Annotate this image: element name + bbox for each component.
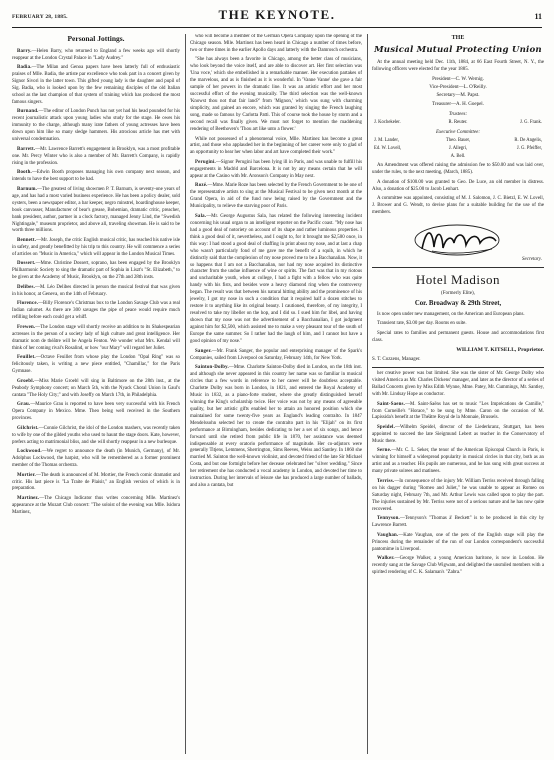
exec-row — [372, 138, 544, 145]
article-text: —Mr. Joseph, the critic English musical critic, has reached his native isle in safety, and greatly benefitted by his trip to this country. He will commence a series of articles on "Music in America," which will appear in the London Musical Times. — [12, 238, 180, 257]
article-name: Dossert. — [17, 261, 36, 267]
article-paragraph — [12, 496, 180, 517]
article-paragraph — [12, 355, 180, 376]
column-rule — [185, 34, 186, 754]
middle-list — [190, 34, 362, 490]
exec-row — [372, 146, 544, 153]
article-paragraph — [12, 325, 180, 353]
article-paragraph — [372, 533, 544, 554]
article-text: —The greatest of living showmen P. T. Barnum, is seventy-one years of age, and has had a most varied business experience. He has been a policy dealer, sold oysters, been a newspaper editor, a bar keeper, negro minstrel, boardinghouse keeper, book canvasser, Manufacturer of bear's grease, Bohemian, dramatic critic, preacher, bank president, author, partner in a clock factory, managed Jenny Lind, the "Swedish Nightingale," museum proprietor, and above all, traveling showman. He is said to be worth three millions. — [12, 186, 180, 234]
hotel-address: Cor. Broadway & 29th Street, — [414, 299, 502, 307]
article-name: Speidel. — [377, 425, 396, 430]
article-name: Terriss. — [377, 478, 395, 484]
article-paragraph — [12, 449, 180, 470]
article-paragraph — [190, 214, 362, 346]
article-text: who will become a member of the German Opera Company upon the opening of the Chicago season. Mlle. Martinez has been heard in Chicago a number of times before, two or three times in the earlier Apollo days and latterly with the Damrosch orchestra. — [190, 34, 362, 53]
article-text: —Helen Barry, who returned to England a few weeks ago will shortly reappear at the London Crystal Palace in "Lady Audrey." — [12, 48, 180, 61]
article-paragraph — [372, 371, 544, 399]
hotel-advertisement — [372, 271, 544, 363]
article-name: Grau. — [17, 402, 31, 408]
article-text: —Mme. Christine Dossert, soprano, has been engaged by the Brooklyn Philharmonic Society to sing the dramatic part of Sophia in Liszt's "St. Elizabeth," to be given at the Academy of Music, Brooklyn, on the 27th and 28th insts. — [12, 261, 180, 281]
exec-name: J. Allegri, — [448, 146, 468, 152]
article-text: —Connie Gilchrist, the idol of the London mashers, was recently taken to wife by one of the gilded youths who used to haunt the stage doors. Kate, however, prefers acting to matrimonial bliss, and she will shortly reappear in a new burlesque. — [12, 425, 180, 445]
article-text: —George Walker, a young American baritone, is now in London. He recently sang at the Savage Club Wigwam, and delighted the unsmiled members with a spirited rendering of C. K. Salaman's "Zabra." — [372, 556, 544, 576]
article-text: —The London stage will shortly receive an addition to its Shakespearian actresses in the person of a society lady of high culture and great intelligence. Her dramatic nom de théâtre will be Angela Fenton. We wonder what Mrs. Kendal will think of her coming rival's Rosalind, or how "our Mary" will regard her Juliet. — [12, 324, 180, 351]
article-paragraph — [12, 261, 180, 282]
article-paragraph — [12, 285, 180, 299]
article-text: "She has always been a favorite in Chicago, among the better class of musicians, who look beyond the voice itself, and are able to discover art. Her first selection was 'Una voce,' which she embellished in a remarkable manner. Her execution partakes of the marvelous, and as is finished as it is wonderful. In 'Vanne Vanne' she gave a fair sample of her powers in the dramatic line. It was an artistic effort and her most successful effort of the evening musically. The third selection was the well-known 'Knowst thou not that fair land?' from 'Mignon,' which was sung with charming simplicity, and gained an encore, which was granted by singing the French laughing song, made so famous by Carlotta Patti. This of course took the house by storm and a second recall was finally given. We must not forget to mention the maddening rendering of Beethoven's 'Thou art like unto a flower.' — [190, 57, 362, 132]
article-name: Delibes. — [17, 284, 36, 290]
article-name: Gilchrist. — [17, 425, 39, 431]
section-title: Personal Jottings. — [67, 34, 125, 43]
article-text: —M. Saint-Saëns has set to music "Les Imprécations de Camille," from Corneille's "Horace," to be sung by Mme. Caron on the occasion of M. Lapissida's benefit at the Théâtre Royal de la Monnaie, Brussels. — [372, 401, 544, 421]
hotel-line: Special rates to families and permanent guests. House and accommodations first class. — [372, 330, 544, 343]
article-text: —The editor of London Punch has not yet had his head pounded for his recent journalistic attack upon young ladies who study for the stage. He owes his immunity to the charge, although many irate fathers of young actresses have been down upon him like so many sledge hammers. His atrocious article has met with universal condemnation. — [12, 109, 180, 143]
article-name: Booth. — [17, 170, 32, 176]
article-text: While not possessed of a phenomenal voice, Mlle. Martinez has become a great artist, and those who applauded her in the beginning of her career were only to glad of an opportunity to hear her when labor and art have completed their work." — [190, 136, 362, 156]
hotel-proprietor: WILLIAM T. KITSELL, Proprietor. — [456, 347, 544, 354]
article-name: Burnand. — [17, 109, 39, 115]
hotel-line: Is now open under new management, on the American and European plans. — [377, 311, 525, 317]
article-paragraph — [12, 109, 180, 144]
article-text: —Mme. Charlotte Sainton-Dolby died in London, on the 18th inst. and although she never appeared in this country her name was so familiar in musical circles that a few words in reference to her career will be doubtless acceptable. Charlotte Dolby was born in London, in 1821, and entered the Royal Academy of Music in 1832, as a piano-forte student, where she greatly distinguished herself winning the King's scholarship twice. Her voice was not by any means of agreeable quality, but her artistic gifts enabled her to attain an honored position which she maintained for some twenty-five years as England's leading contralto. In 1847 Mendelssohn selected her to create the contralto part in his "Elijah" on its first performance at Birmingham, besides dedicating to her a set of six songs, and hence forward until she retired from public life in 1870, her assistance was deemed indispensable at every oratorio performance of magnitude. Her co-adjutors were generally Titjens, Lemmens, Sherrington, Sims Reeves, Weiss and Santley. In 1860 she married M. Sainton the well-known violinist, and devoted friend of the late Sir Michael Costa, and but one fortnight before her decease celebrated her "silver wedding." Since her retirement she has conducted a vocal academy in London, and devoted her time to instruction. During her intervals of leisure she has produced a large number of ballads, and also a cantata, but — [190, 365, 362, 489]
page-header — [12, 6, 542, 28]
article-text: —Octave Feuillet from whose play the London "Opal Ring" was so felicitously taken, is writing a new piece entitled, "Chamillac," for the Paris Gymnase. — [12, 355, 180, 375]
article-name: Groebl. — [17, 378, 35, 384]
article-paragraph — [372, 425, 544, 446]
article-name: Sala. — [195, 213, 207, 219]
right-list — [372, 371, 544, 577]
article-paragraph — [190, 183, 362, 211]
trustee-name: J. G. Frank. — [519, 119, 542, 125]
article-name: Martinez. — [17, 496, 40, 502]
column-middle — [190, 34, 362, 756]
section-divider — [372, 267, 544, 268]
article-text: —Miss Marie Groebl will sing in Baltimore on the 28th inst., at the Peabody Symphony concert; on March 5th, with the Nyack Choral Union in Gaul's cantata "The Holy City;" and with Joseffy on March 17th, in Philadelphia. — [12, 378, 180, 398]
trustee-name: J. Kochekeler. — [374, 119, 401, 125]
article-name: Sanger. — [195, 348, 212, 354]
article-name: Saint-Saens. — [377, 401, 406, 407]
trustees-label: Trustees: — [448, 111, 468, 117]
article-paragraph — [12, 147, 180, 168]
article-text: —Mme. Marie Roze has been selected by the French Government to be one of the representative artists to sing at the Musical Festival to be given next month at the Grand Opera, in aid of the fund now being raised by the Government and the Municipality, to relieve the starving poor of Paris. — [190, 183, 362, 210]
article-paragraph — [190, 57, 362, 133]
article-text: —In consequence of the injury Mr. William Terriss received through falling on his dagger during "Romeo and Juliet," he was unable to appear as Romeo on Saturday night, February 7th, and Mr. Arthur Lewis was called upon to play the part. The injuries sustained by Mr. Terriss were not of a serious nature and he has now quite recovered. — [372, 478, 544, 512]
article-name: Florence. — [17, 301, 39, 307]
exec-name: J. G. Pfeiffer, — [516, 146, 542, 152]
article-text: —The Milan and Genoa papers have been latterly full of enthusiastic praises of Mlle. Badia, the artiste par excellence who took part in a concert given by Signor Sivori in the latter town. This gifted young lady is the daughter and pupil of Sig. Badia, who is looked upon by the few remaining disciples of the old Italian school as the last champion of that system of training which has produced the most famous singers. — [12, 65, 180, 105]
article-paragraph — [372, 402, 544, 423]
article-name: Barnum. — [17, 186, 38, 192]
article-paragraph — [372, 479, 544, 514]
article-name: Serne. — [377, 448, 392, 454]
article-text: —M. Léo Delibes directed in person the musical festival that was given in his honor, at Geneva, on the 14th of February. — [12, 284, 180, 297]
union-notice — [372, 34, 544, 263]
article-text: —Billy Florence's Christmas box to the London Savage Club was a real Indian calumet. As there are 300 savages the pipe of peace would require much refilling before each could get a whiff. — [12, 301, 180, 321]
signature-image — [412, 221, 502, 261]
article-name: Frewen. — [17, 324, 36, 330]
article-name: Badia. — [17, 65, 32, 71]
article-paragraph — [12, 170, 180, 184]
column-right — [372, 34, 544, 756]
article-paragraph — [190, 365, 362, 490]
article-name: Barrett. — [17, 146, 36, 152]
signature-block — [372, 221, 544, 263]
exec-name: Theo. Bauer, — [445, 138, 471, 144]
article-text: —Mr. Frank Sanger, the popular and enterprising manager of the Spark's Companies, sailed from Liverpool on Saturday, February 14th, for New York. — [190, 348, 362, 361]
union-donation: A donation of $100.00 was granted to Geo. De Luce, an old member in distress. Also, a donation of $25.00 to Jacob Lenhart. — [372, 179, 544, 192]
masthead-title: THE KEYNOTE. — [218, 7, 336, 22]
article-text: —Wilhelm Speidel, director of the Liederkranz, Stuttgart, has been appointed to succeed the late Sieigmund Lebert as teacher in the Conservatory of Music there. — [372, 425, 544, 444]
article-text: —Mr. George Augustus Sala, has related the following interesting incident concerning his usual organ to an intelligent reporter on the Pacific coast. "My nose has had a good deal of notoriety on account of its shape and rather luminous properties. I think a good deal of it, nevertheless, and I ought to, for it brought me $2,500 once, in this way: I had stood a good deal of chaffing in print about my nose, and at last a chap who wasn't particularly fond of me gave me the benefit of a squib, in which he distinctly said that the complexion of my nose proved me to be a Bacchanalian. Now, it so happens that I am not a Bacchanalian, nor had my nose acquired its distinctive character from the undue influence of wine or spirits. The fact was that in my riotous and uncharitable youth, when at college, I had a fight with a fellow who was quite handy with his fists, and besides wore a heavy diamond ring when the controversy began. The result was that between his natural hitting ability and the prominence of his jewelry, I got my nose in such a condition that it required half a dozen stitches to restore it to anything like its original beauty. I cautioned, therefore, of my integrity, I resolved to take my libeller on the hop, and I did so. I sued him for libel, and having shown that my nose was not the advertisement of a Bacchanalian, I got judgment against him for $2,500, which assisted me to make a very pleasant tour of the south of Europe the same summer. So I rather had the laugh of him, and I cannot but have a good opinion of my nose." — [190, 213, 362, 344]
article-name: Barry. — [17, 48, 32, 54]
article-paragraph — [12, 379, 180, 400]
jottings-list — [12, 49, 180, 517]
article-paragraph — [12, 187, 180, 236]
hotel-line: Transient rate, $3.00 per day. Rooms en suite. — [377, 321, 467, 327]
hotel-proprietor-row — [372, 347, 544, 355]
article-paragraph — [12, 65, 180, 107]
article-paragraph — [12, 238, 180, 259]
article-text: —Kate Vaughan, one of the pets of the English stage will play the Princess during the remainder of the run of our London correspondent's successful pantomime in Liverpool. — [372, 532, 544, 552]
article-text: —Tennyson's "Thomas à' Beckett" is to be produced in this city by Lawrence Barrett. — [372, 516, 544, 529]
article-name: Feuillet. — [17, 355, 36, 361]
article-paragraph — [372, 516, 544, 530]
article-text: —Mr. C. L. Seker, the tenor of the American Episcopal Church in Paris, is winning for himself a widespread popularity in musical circles in that city, both as an artist and as a teacher. His pupils are numerous, and he has sung with great success at many private soirees and matinees. — [372, 448, 544, 475]
article-text: —Signor Perugini has been lying ill in Paris, and was unable to fulfill his engagements in Madrid and Barcelona. It is not by any means certain that he will appear at the Casino with Mr. Aronson's Company in May next. — [190, 159, 362, 179]
trustees-row — [372, 120, 544, 127]
exec-name: J. M. Lander, — [374, 138, 399, 144]
article-name: Bennett. — [17, 238, 37, 244]
article-text: —The death is announced of M. Mortier, the French comic dramatist and critic. His last piece is "La Traite de Plaisir," an English version of which is in preparation. — [12, 472, 180, 492]
exec-name: R. De Angelis, — [514, 138, 542, 144]
article-paragraph — [12, 473, 180, 494]
article-text: —Maurice Grau is reported to have been very successful with his French Opera Company in Mexico. Mme. Theo being well received in the Southern provinces. — [12, 402, 180, 422]
article-name: Perugini. — [195, 159, 216, 165]
exec-name: Ed. W. Lovell, — [374, 146, 402, 152]
article-text: —Edwin Booth proposes managing his own company next season, and intends to have the best support to be had. — [12, 170, 180, 183]
article-name: Mortier. — [17, 472, 36, 478]
page-number: 11 — [534, 12, 542, 21]
article-paragraph — [12, 426, 180, 447]
article-paragraph — [190, 137, 362, 158]
hotel-name: Hotel Madison — [415, 272, 501, 288]
signature-title: Secretary. — [522, 257, 542, 263]
hotel-manager: S. T. Cozzens, Manager. — [372, 357, 421, 363]
article-name: Sainton-Dolby. — [195, 365, 229, 371]
trustee-name: R. Reuter. — [448, 119, 468, 125]
article-name: Vaughan. — [377, 532, 399, 538]
column-personal-jottings — [12, 34, 180, 756]
officer-secretary: Secretary—M. Papst. — [436, 93, 480, 99]
article-paragraph — [12, 402, 180, 423]
column-rule — [367, 34, 368, 754]
article-paragraph — [12, 301, 180, 322]
union-intro: At the annual meeting held Dec. 11th, 1884, at 66 East Fourth Street, N. Y., the following officers were elected for the year 1885. — [372, 59, 544, 72]
section-divider — [372, 367, 544, 368]
union-amendment: An Amendment was offered raising the admission fee to $50.00 and was laid over, under the rules, to the next meeting, (March, 1885). — [372, 163, 544, 176]
officer-vice: Vice-President—L. O'Reilly. — [429, 85, 487, 91]
article-paragraph — [190, 160, 362, 181]
article-text: her creative power was but limited. She was the sister of Mr. George Dolby who visited America as Mr. Charles Dickens' manager, and later as the director of a series of Ballad Concerts given by Miss Edith Wynne, Mme. Patey, Mr. Cummings, Mr. Santley, with Mr. Lindsay Hope as conductor. — [372, 371, 544, 397]
article-text: —The Chicago Indicator thus writes concerning Mlle. Martinez's appearance at the Mozart Club concert: "The soloist of the evening was Mlle. Isidora Martinez, — [12, 496, 180, 515]
article-name: Walker. — [377, 556, 395, 562]
union-committee: A committee was appointed, consisting of M. J. Salomon, J. C. Bietzl, E. W. Lovell, J. Brower and G. Wendt, to devise plans for a suitable building for the use of the members. — [372, 196, 544, 216]
officer-president: President—C. W. Wernig. — [432, 77, 484, 83]
article-text: —Mr. Lawrence Barrett's engagement in Brooklyn, was a most profitable one. Mr. Percy Winter who is also a member of Mr. Barrett's Company, is rapidly rising in the profession. — [12, 146, 180, 166]
article-paragraph — [12, 49, 180, 63]
union-the: THE — [451, 35, 465, 41]
exec-last: A. Bell. — [450, 153, 466, 159]
article-paragraph — [372, 556, 544, 577]
article-name: Rozé. — [195, 183, 208, 189]
article-name: Lockwood. — [17, 449, 42, 455]
article-paragraph — [372, 448, 544, 476]
union-title: Musical Mutual Protecting Union — [374, 44, 542, 55]
issue-date: FEBRUARY 28, 1885. — [12, 14, 68, 20]
officer-treasurer: Treasurer—A. H. Goepel. — [432, 101, 484, 107]
article-name: Tennyson. — [377, 516, 400, 522]
article-paragraph — [190, 349, 362, 363]
article-paragraph — [190, 34, 362, 55]
article-text: —We regret to announce the death (in Munich, Germany), of Mr. Adolphus Lockwood, the harpist, who will be remembered as a former prominent member of the Thomas orchestra. — [12, 449, 180, 469]
hotel-formerly: (Formerly Elite), — [441, 290, 475, 296]
exec-label: Executive Committee: — [435, 130, 480, 136]
